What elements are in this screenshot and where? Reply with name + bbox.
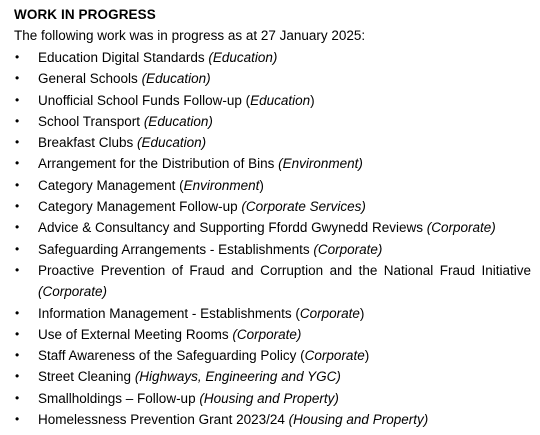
item-suffix: ) bbox=[259, 177, 264, 193]
list-item bbox=[14, 303, 524, 324]
item-text bbox=[38, 391, 339, 406]
list-item bbox=[14, 217, 524, 238]
bullet-icon: • bbox=[15, 305, 20, 320]
item-department: (Education) bbox=[208, 50, 278, 65]
bullet-icon: • bbox=[15, 262, 20, 277]
item-title: General Schools bbox=[38, 71, 142, 87]
bullet-icon: • bbox=[15, 92, 20, 107]
item-department: (Highways, Engineering and YGC) bbox=[134, 369, 341, 385]
section-heading: WORK IN PROGRESS bbox=[14, 7, 156, 22]
item-department: Corporate bbox=[304, 348, 365, 364]
bullet-icon: • bbox=[15, 369, 20, 384]
item-department: Education bbox=[250, 92, 311, 108]
item-title: Smallholdings – Follow-up bbox=[38, 390, 200, 406]
list-item bbox=[14, 196, 524, 217]
bullet-icon: • bbox=[15, 135, 20, 150]
item-title: Unofficial School Funds Follow-up ( bbox=[38, 92, 251, 108]
list-item bbox=[14, 409, 524, 430]
item-department: Corporate bbox=[299, 305, 360, 321]
item-title: Education Digital Standards bbox=[38, 50, 209, 65]
item-suffix: ) bbox=[364, 348, 370, 364]
item-text bbox=[38, 114, 213, 129]
item-text bbox=[38, 199, 366, 214]
item-department: (Corporate) bbox=[426, 220, 496, 236]
item-text bbox=[38, 71, 211, 86]
work-in-progress-list bbox=[14, 47, 531, 430]
item-title: Use of External Meeting Rooms bbox=[38, 326, 233, 342]
bullet-icon: • bbox=[15, 390, 20, 405]
item-department: (Corporate Services) bbox=[241, 199, 366, 215]
item-text bbox=[38, 242, 382, 257]
bullet-icon: • bbox=[15, 241, 20, 256]
bullet-icon: • bbox=[15, 199, 20, 214]
item-department: (Housing and Property) bbox=[199, 390, 339, 406]
item-title: Street Cleaning bbox=[38, 369, 135, 385]
item-department: (Education) bbox=[137, 135, 207, 151]
list-item bbox=[14, 324, 524, 345]
item-department: (Education) bbox=[143, 113, 213, 129]
bullet-icon: • bbox=[15, 326, 20, 341]
item-title: Proactive Prevention of Fraud and Corruption and the National Fraud Initiative bbox=[38, 262, 531, 278]
bullet-icon: • bbox=[15, 177, 20, 192]
bullet-icon: • bbox=[15, 71, 20, 86]
item-text bbox=[38, 178, 264, 193]
item-department: Environment bbox=[183, 177, 260, 193]
list-item bbox=[14, 68, 524, 89]
list-item bbox=[14, 47, 524, 68]
item-text bbox=[38, 348, 369, 363]
item-text bbox=[38, 50, 277, 65]
item-department: (Housing and Property) bbox=[288, 412, 429, 428]
item-title: Advice & Consultancy and Supporting Ffordd Gwynedd Reviews bbox=[38, 220, 427, 236]
item-title: Category Management Follow-up bbox=[38, 199, 242, 215]
item-text bbox=[38, 93, 315, 108]
bullet-icon: • bbox=[15, 156, 20, 171]
bullet-icon: • bbox=[15, 220, 20, 235]
bullet-icon: • bbox=[15, 412, 20, 427]
list-item bbox=[14, 345, 524, 366]
item-suffix: ) bbox=[310, 92, 315, 108]
item-text bbox=[38, 260, 531, 303]
item-department: (Environment) bbox=[278, 156, 363, 172]
item-department: (Corporate) bbox=[38, 284, 108, 300]
item-text bbox=[38, 369, 341, 384]
item-title: Information Management - Establishments ( bbox=[38, 305, 300, 321]
item-title: Breakfast Clubs bbox=[38, 135, 138, 151]
list-item bbox=[14, 175, 524, 196]
list-item bbox=[14, 260, 531, 303]
item-title: School Transport bbox=[38, 113, 144, 129]
item-title: Homelessness Prevention Grant 2023/24 bbox=[38, 412, 289, 428]
list-item bbox=[14, 90, 524, 111]
intro-paragraph: The following work was in progress as at 27 January 2025: bbox=[14, 28, 366, 43]
item-department: (Education) bbox=[141, 71, 211, 87]
item-department: (Corporate) bbox=[313, 241, 383, 257]
item-department: (Corporate) bbox=[232, 326, 302, 342]
list-item bbox=[14, 111, 524, 132]
item-text bbox=[38, 306, 364, 321]
item-text bbox=[38, 220, 496, 235]
bullet-icon: • bbox=[15, 348, 20, 363]
item-title: Staff Awareness of the Safeguarding Policy ( bbox=[38, 348, 305, 364]
item-title: Safeguarding Arrangements - Establishments bbox=[38, 241, 314, 257]
bullet-icon: • bbox=[15, 50, 20, 64]
item-text bbox=[38, 412, 428, 427]
list-item bbox=[14, 132, 524, 153]
item-text bbox=[38, 327, 301, 342]
item-title: Category Management ( bbox=[38, 177, 184, 193]
item-suffix: ) bbox=[359, 305, 365, 321]
item-text bbox=[38, 156, 363, 171]
list-item bbox=[14, 239, 524, 260]
list-item bbox=[14, 388, 524, 409]
list-item bbox=[14, 153, 524, 174]
list-item bbox=[14, 366, 524, 387]
item-title: Arrangement for the Distribution of Bins bbox=[38, 156, 279, 172]
bullet-icon: • bbox=[15, 113, 20, 128]
item-text bbox=[38, 135, 206, 150]
